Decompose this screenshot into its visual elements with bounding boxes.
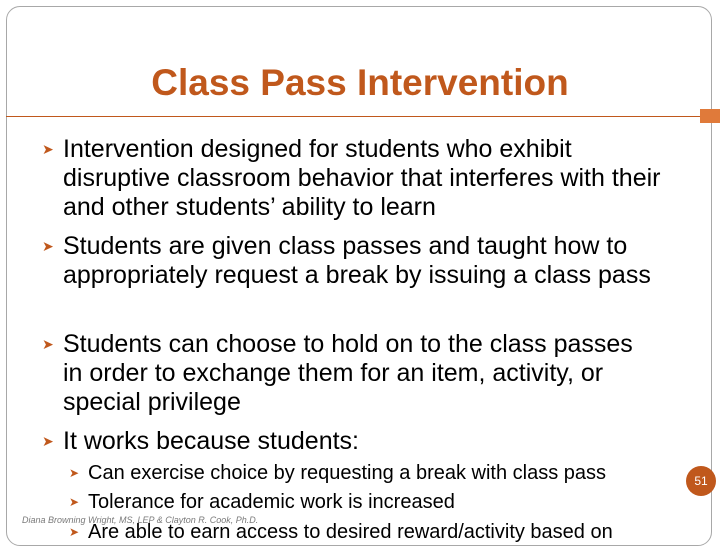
arrow-bullet-icon: ➤: [69, 466, 80, 480]
bullet-text: Students can choose to hold on to the class passes in order to exchange them for an item, activity, or special privilege: [63, 330, 633, 416]
footer-credit: Diana Browning Wright, MS, LEP & Clayton R. Cook, Ph.D.: [22, 515, 259, 525]
bullet-item: [42, 427, 682, 456]
bullet-text: It works because students:: [63, 427, 359, 455]
bullet-item: [42, 232, 682, 290]
sub-bullet-item: [69, 490, 455, 514]
sub-bullet-text: Are able to earn access to desired reward/activity based on: [88, 521, 613, 543]
arrow-bullet-icon: ➤: [42, 433, 54, 449]
bullet-item: [42, 135, 682, 222]
arrow-bullet-icon: ➤: [42, 238, 54, 254]
bullet-text: Students are given class passes and taught how to appropriately request a break by issuing a class pass: [63, 232, 651, 289]
bullet-text: Intervention designed for students who exhibit disruptive classroom behavior that interferes with their and other students’ ability to learn: [63, 135, 661, 221]
bullet-item: [42, 330, 652, 417]
arrow-bullet-icon: ➤: [42, 336, 54, 352]
sub-bullet-text: Tolerance for academic work is increased: [88, 491, 455, 513]
page-number-badge: 51: [686, 466, 716, 496]
arrow-bullet-icon: ➤: [69, 525, 80, 539]
arrow-bullet-icon: ➤: [42, 141, 54, 157]
sub-bullet-item: [69, 461, 606, 485]
sub-bullet-text: Can exercise choice by requesting a break with class pass: [88, 462, 607, 484]
arrow-bullet-icon: ➤: [69, 495, 80, 509]
slide-title: Class Pass Intervention: [151, 62, 569, 103]
